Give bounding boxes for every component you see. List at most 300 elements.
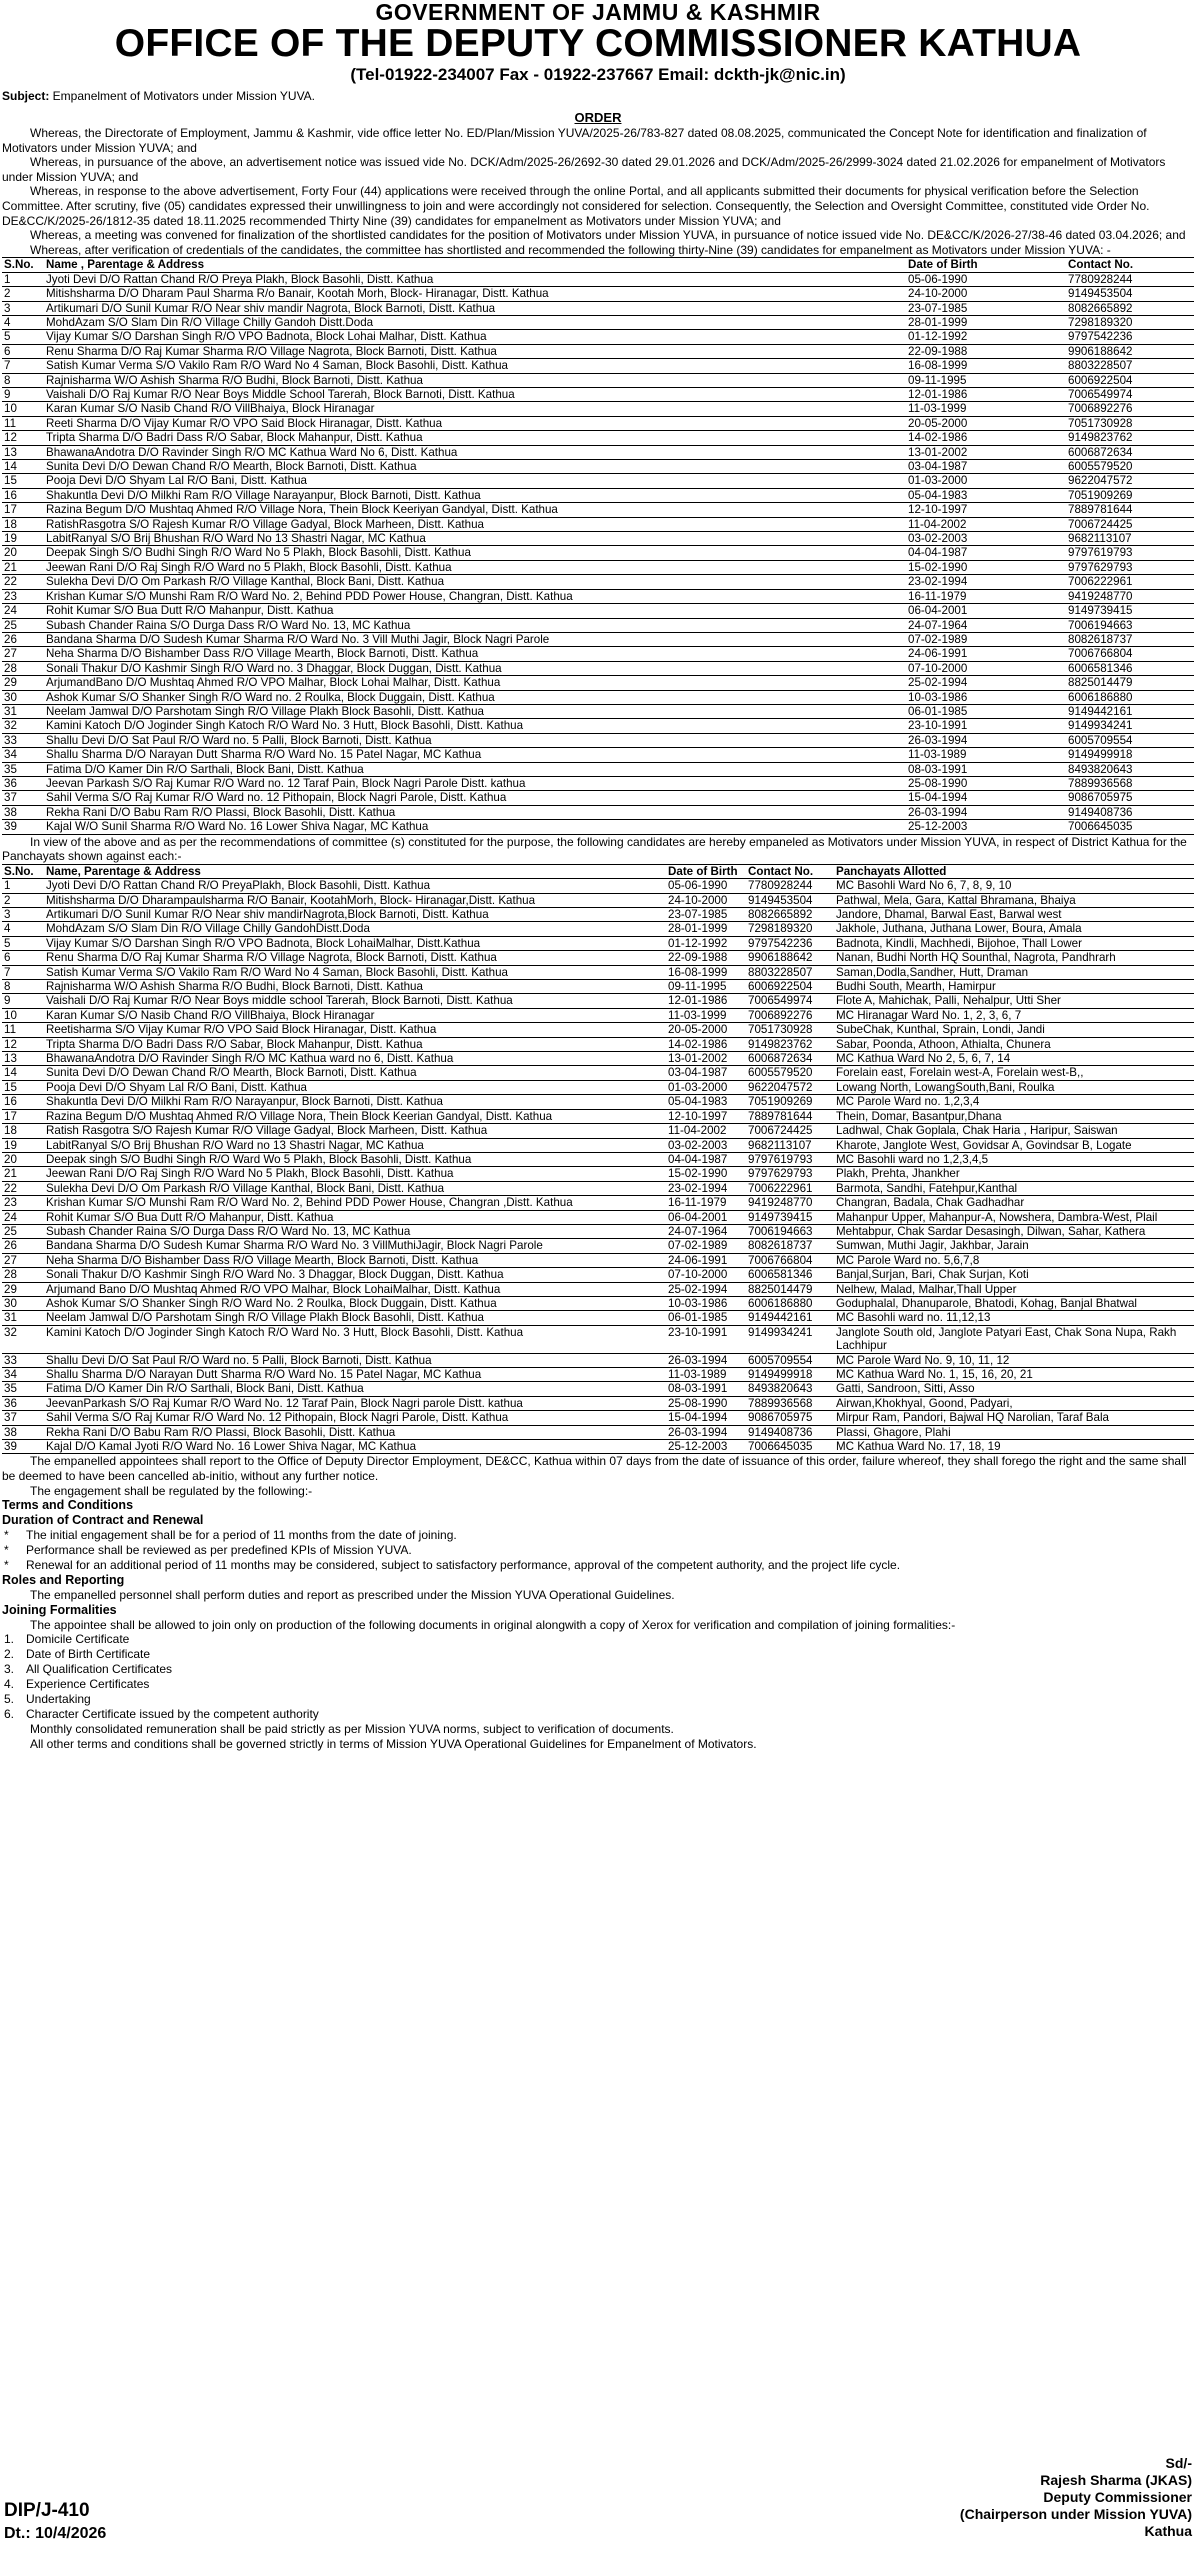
table-row [2,908,1194,922]
table-cell: Kajal D/O Kamal Jyoti R/O Ward No. 16 Lower Shiva Nagar, MC Kathua [44,1440,666,1454]
table-cell: 7006194663 [746,1224,834,1238]
table-row [2,359,1194,373]
table-cell: MC Parole Ward no. 1,2,3,4 [834,1095,1194,1109]
table-cell: 8825014479 [746,1282,834,1296]
table-cell: 15 [2,1080,44,1094]
bullet-mark: * [4,1543,9,1558]
table-cell: Arjumand Bano D/O Mushtaq Ahmed R/O VPO Malhar, Block LohaiMalhar, Distt. Kathua [44,1282,666,1296]
joining-item [2,1692,1194,1707]
table-header-cell: Date of Birth [906,258,1066,272]
table-row [2,532,1194,546]
joining-item-number: 4. [4,1677,15,1692]
table-cell: 22 [2,575,44,589]
table-cell: 9906188642 [746,951,834,965]
table-cell: 5 [2,330,44,344]
table-cell: Tripta Sharma D/O Badri Dass R/O Sabar, Block Mahanpur, Distt. Kathua [44,431,906,445]
table-header-row [2,258,1194,272]
table-cell: MC Kathua Ward No. 17, 18, 19 [834,1440,1194,1454]
table-cell: Sabar, Poonda, Athoon, Athialta, Chunera [834,1037,1194,1051]
order-title: ORDER [574,110,622,125]
table-cell: 8082618737 [1066,632,1194,646]
table-cell: 27 [2,1253,44,1267]
table-cell: 23 [2,589,44,603]
table-cell: 9086705975 [746,1411,834,1425]
table-row [2,1353,1194,1367]
table-cell: Nanan, Budhi North HQ Sounthal, Nagrota, Pandhrarh [834,951,1194,965]
table-cell: 7051909269 [746,1095,834,1109]
preamble [2,126,1194,257]
table-cell: Nelhew, Malad, Malhar,Thall Upper [834,1282,1194,1296]
table-cell: Renu Sharma D/O Raj Kumar Sharma R/O Village Nagrota, Block Barnoti, Distt. Kathua [44,344,906,358]
table-cell: 35 [2,762,44,776]
table-cell: JeevanParkash S/O Raj Kumar R/O Ward No. 12 Taraf Pain, Block Nagri parole Distt. kathua [44,1396,666,1410]
table-cell: 9149408736 [746,1425,834,1439]
table-cell: 9797629793 [1066,560,1194,574]
table-cell: 12-10-1997 [666,1109,746,1123]
table-cell: 37 [2,791,44,805]
table-cell: 24-06-1991 [906,647,1066,661]
table-cell: 29 [2,1282,44,1296]
table-cell: 8082618737 [746,1239,834,1253]
table-cell: Pathwal, Mela, Gara, Kattal Bhramana, Bhaiya [834,893,1194,907]
table-row [2,1440,1194,1454]
table-cell: Forelain east, Forelain west-A, Forelain west-B,, [834,1066,1194,1080]
table-cell: Sunita Devi D/O Dewan Chand R/O Mearth, Block Barnoti, Distt. Kathua [44,1066,666,1080]
table-row [2,272,1194,286]
table-cell: Jyoti Devi D/O Rattan Chand R/O PreyaPlakh, Block Basohli, Distt. Kathua [44,879,666,893]
table-cell: 31 [2,1311,44,1325]
table-cell: 7006724425 [746,1124,834,1138]
dip-number: DIP/J-410 [4,2500,90,2521]
table-cell: 25-08-1990 [666,1396,746,1410]
table-cell: 06-04-2001 [666,1210,746,1224]
table-cell: 9086705975 [1066,791,1194,805]
table-cell: 1 [2,272,44,286]
table-row [2,1181,1194,1195]
table-cell: Lowang North, LowangSouth,Bani, Roulka [834,1080,1194,1094]
table-cell: Bandana Sharma D/O Sudesh Kumar Sharma R/O Ward No. 3 Vill Muthi Jagir, Block Nagri Parole [44,632,906,646]
table-row [2,1268,1194,1282]
table-cell: RatishRasgotra S/O Rajesh Kumar R/O Village Gadyal, Block Marheen, Distt. Kathua [44,517,906,531]
table-cell: 9149453504 [746,893,834,907]
joining-item-number: 3. [4,1662,15,1677]
table-row [2,1296,1194,1310]
table-row [2,1080,1194,1094]
table-cell: 9149499918 [746,1368,834,1382]
table-cell: 7006645035 [746,1440,834,1454]
table-cell: 6006922504 [746,980,834,994]
table-row [2,704,1194,718]
table-cell: 38 [2,805,44,819]
table-cell: MC Basohli ward no 1,2,3,4,5 [834,1152,1194,1166]
table-cell: Mitishsharma D/O Dharam Paul Sharma R/o Banair, Kootah Morh, Block- Hiranagar, Distt. Kathua [44,287,906,301]
table-row [2,1368,1194,1382]
table-cell: Thein, Domar, Basantpur,Dhana [834,1109,1194,1123]
table-row [2,1095,1194,1109]
table-cell: Karan Kumar S/O Nasib Chand R/O VillBhaiya, Block Hiranagar [44,402,906,416]
table-cell: 9149739415 [1066,604,1194,618]
table-cell: 8082665892 [746,908,834,922]
table-cell: Janglote South old, Janglote Patyari East, Chak Sona Nupa, Rakh Lachhipur [834,1325,1194,1353]
table-cell: 7006892276 [1066,402,1194,416]
table-cell: MC Parole Ward no. 5,6,7,8 [834,1253,1194,1267]
table-cell: MC Basohli Ward No 6, 7, 8, 9, 10 [834,879,1194,893]
table-cell: 12-01-1986 [906,388,1066,402]
table-cell: 6006186880 [1066,690,1194,704]
table-cell: MC Hiranagar Ward No. 1, 2, 3, 6, 7 [834,1008,1194,1022]
table-row [2,1382,1194,1396]
table-cell: 01-03-2000 [666,1080,746,1094]
table-cell: 34 [2,1368,44,1382]
table-cell: 30 [2,690,44,704]
table-cell: 28-01-1999 [666,922,746,936]
allotment-table-wrap [2,864,1194,1455]
table-cell: Kamini Katoch D/O Joginder Singh Katoch R/O Ward No. 3 Hutt, Block Basohli, Distt. Kathua [44,1325,666,1353]
table-row [2,301,1194,315]
table-row [2,994,1194,1008]
table-row [2,1023,1194,1037]
table-cell: 7006549974 [1066,388,1194,402]
table-row [2,980,1194,994]
table-row [2,402,1194,416]
table-cell: 9622047572 [746,1080,834,1094]
bullet-mark: * [4,1528,9,1543]
table-row [2,460,1194,474]
table-cell: Shakuntla Devi D/O Milkhi Ram R/O Village Narayanpur, Block Barnoti, Distt. Kathua [44,488,906,502]
table-header-cell: Contact No. [746,865,834,879]
table-cell: 7006549974 [746,994,834,1008]
table-cell: 7006645035 [1066,820,1194,834]
table-cell: 11 [2,1023,44,1037]
table-row [2,1196,1194,1210]
table-cell: Vijay Kumar S/O Darshan Singh R/O VPO Badnota, Block Lohai Malhar, Distt. Kathua [44,330,906,344]
table-cell: 05-04-1983 [666,1095,746,1109]
table-cell: 04-04-1987 [666,1152,746,1166]
table-cell: LabitRanyal S/O Brij Bhushan R/O Ward No 13 Shastri Nagar, MC Kathua [44,532,906,546]
table-cell: Vaishali D/O Raj Kumar R/O Near Boys middle school Tarerah, Block Barnoti, Distt. Kathua [44,994,666,1008]
table-cell: Jyoti Devi D/O Rattan Chand R/O Preya Plakh, Block Basohli, Distt. Kathua [44,272,906,286]
table-cell: 21 [2,560,44,574]
joining-text: The appointee shall be allowed to join only on production of the following documents in original alongwith a copy of Xerox for verification and compilation of joining formalities:- [30,1617,956,1632]
table-cell: Tripta Sharma D/O Badri Dass R/O Sabar, Block Mahanpur, Distt. Kathua [44,1037,666,1051]
table-cell: 17 [2,503,44,517]
table-row [2,1109,1194,1123]
table-row [2,431,1194,445]
table-cell: 7051730928 [746,1023,834,1037]
table-row [2,373,1194,387]
table-cell: 25 [2,1224,44,1238]
table-cell: 16 [2,1095,44,1109]
table-cell: 16-08-1999 [666,965,746,979]
table-cell: 6006186880 [746,1296,834,1310]
table-row [2,965,1194,979]
table-cell: 12-01-1986 [666,994,746,1008]
table-cell: 8493820643 [1066,762,1194,776]
table-row [2,445,1194,459]
table-cell: Ratish Rasgotra S/O Rajesh Kumar R/O Village Gadyal, Block Marheen, Distt. Kathua [44,1124,666,1138]
table-cell: 9 [2,994,44,1008]
table-header-cell: Name , Parentage & Address [44,258,906,272]
table-row [2,344,1194,358]
table-cell: Reetisharma S/O Vijay Kumar R/O VPO Said Block Hiranagar, Distt. Kathua [44,1023,666,1037]
table-cell: 9797619793 [746,1152,834,1166]
table-cell: Ashok Kumar S/O Shanker Singh R/O Ward No. 2 Roulka, Block Duggain, Distt. Kathua [44,1296,666,1310]
table-cell: 23-10-1991 [906,719,1066,733]
table-cell: 6005579520 [1066,460,1194,474]
table-cell: 09-11-1995 [906,373,1066,387]
table-cell: Rekha Rani D/O Babu Ram R/O Plassi, Block Basohli, Distt. Kathua [44,805,906,819]
duration-item [2,1543,1194,1558]
table-cell: 33 [2,1353,44,1367]
table-cell: MC Kathua Ward No. 1, 15, 16, 20, 21 [834,1368,1194,1382]
table-cell: 12 [2,1037,44,1051]
table-cell: Badnota, Kindli, Machhedi, Bijohoe, Thall Lower [834,936,1194,950]
table-cell: Renu Sharma D/O Raj Kumar Sharma R/O Village Nagrota, Block Barnoti, Distt. Kathua [44,951,666,965]
subject-text: Empanelment of Motivators under Mission YUVA. [49,89,316,103]
table-cell: Banjal,Surjan, Bari, Chak Surjan, Koti [834,1268,1194,1282]
table-header-cell: Contact No. [1066,258,1194,272]
table-cell: 6005709554 [1066,733,1194,747]
table-cell: 07-02-1989 [906,632,1066,646]
table-cell: 7006766804 [746,1253,834,1267]
table-header-row [2,865,1194,879]
closing-para: All other terms and conditions shall be governed strictly in terms of Mission YUVA Operational Guidelines for Empanelment of Motivators. [30,1737,757,1751]
table-cell: 14 [2,460,44,474]
table-cell: 7006194663 [1066,618,1194,632]
closing-para: Monthly consolidated remuneration shall be paid strictly as per Mission YUVA norms, subject to verification of documents. [30,1722,674,1737]
table-cell: MC Parole Ward No. 9, 10, 11, 12 [834,1353,1194,1367]
table-cell: 7780928244 [1066,272,1194,286]
table-cell: 11 [2,416,44,430]
table-cell: 05-06-1990 [906,272,1066,286]
table-cell: Neelam Jamwal D/O Parshotam Singh R/O Village Plakh Block Basohli, Distt. Kathua [44,1311,666,1325]
table-cell: 9797629793 [746,1167,834,1181]
table-cell: 15-04-1994 [666,1411,746,1425]
table-row [2,1052,1194,1066]
table-cell: 38 [2,1425,44,1439]
table-row [2,474,1194,488]
table-row [2,1239,1194,1253]
table-row [2,676,1194,690]
table-cell: Shallu Devi D/O Sat Paul R/O Ward no. 5 Palli, Block Barnoti, Distt. Kathua [44,1353,666,1367]
table-cell: Sonali Thakur D/O Kashmir Singh R/O Ward no. 3 Dhaggar, Block Duggan, Distt. Kathua [44,661,906,675]
joining-item [2,1707,1194,1722]
joining-item-text: Date of Birth Certificate [26,1647,151,1662]
table-cell: 39 [2,1440,44,1454]
table-row [2,1066,1194,1080]
table-row [2,690,1194,704]
table-cell: Barmota, Sandhi, Fatehpur,Kanthal [834,1181,1194,1195]
table-cell: 9797619793 [1066,546,1194,560]
table-row [2,287,1194,301]
table-cell: Jakhole, Juthana, Juthana Lower, Boura, Amala [834,922,1194,936]
table-cell: 7006766804 [1066,647,1194,661]
joining-item-text: Undertaking [26,1692,91,1707]
table-cell: Ashok Kumar S/O Shanker Singh R/O Ward no. 2 Roulka, Block Duggain, Distt. Kathua [44,690,906,704]
joining-item [2,1632,1194,1647]
table-cell: Fatima D/O Kamer Din R/O Sarthali, Block Bani, Distt. Kathua [44,762,906,776]
table-cell: Reeti Sharma D/O Vijay Kumar R/O VPO Said Block Hiranagar, Distt. Kathua [44,416,906,430]
table-cell: Karan Kumar S/O Nasib Chand R/O VillBhaiya, Block Hiranagar [44,1008,666,1022]
table-cell: Jeevan Parkash S/O Raj Kumar R/O Ward no. 12 Taraf Pain, Block Nagri Parole Distt. kathua [44,776,906,790]
table-cell: 10 [2,402,44,416]
table-cell: 9906188642 [1066,344,1194,358]
table-cell: 30 [2,1296,44,1310]
table-cell: 9149823762 [746,1037,834,1051]
table-row [2,1396,1194,1410]
table-cell: 11-04-2002 [906,517,1066,531]
table-cell: 06-01-1985 [906,704,1066,718]
reporting-para: The empanelled appointees shall report to the Office of Deputy Director Employment, DE&CC, Kathua within 07 days from the date of issuance of this order, failure whereof, they shall forego the right and the same shall be deemed to have been cancelled ab-initio, without any further notice. [2,1454,1187,1484]
table-cell: 7 [2,359,44,373]
table-row [2,1224,1194,1238]
table-row [2,791,1194,805]
table-cell: 15-02-1990 [906,560,1066,574]
table-row [2,1152,1194,1166]
table-cell: 3 [2,908,44,922]
table-cell: 25-12-2003 [906,820,1066,834]
table-cell: 05-06-1990 [666,879,746,893]
table-cell: 9149739415 [746,1210,834,1224]
table-cell: 11-04-2002 [666,1124,746,1138]
table-cell: 9682113107 [746,1138,834,1152]
table-cell: 17 [2,1109,44,1123]
table-cell: 13-01-2002 [906,445,1066,459]
table-cell: 06-01-1985 [666,1311,746,1325]
table-cell: 35 [2,1382,44,1396]
table-cell: Fatima D/O Kamer Din R/O Sarthali, Block Bani, Distt. Kathua [44,1382,666,1396]
table-cell: 7780928244 [746,879,834,893]
table-cell: Mehtabpur, Chak Sardar Desasingh, Dilwan, Sahar, Kathera [834,1224,1194,1238]
table-cell: Sulekha Devi D/O Om Parkash R/O Village Kanthal, Block Bani, Distt. Kathua [44,1181,666,1195]
table-cell: 7889781644 [746,1109,834,1123]
table-row [2,1425,1194,1439]
table-cell: 9149442161 [746,1311,834,1325]
table-cell: Plakh, Prehta, Jhankher [834,1167,1194,1181]
table-cell: Satish Kumar Verma S/O Vakilo Ram R/O Ward No 4 Saman, Block Basohli, Distt. Kathua [44,965,666,979]
table-cell: 4 [2,922,44,936]
table-cell: 7889936568 [746,1396,834,1410]
table-cell: Flote A, Mahichak, Palli, Nehalpur, Utti Sher [834,994,1194,1008]
table-cell: 6006581346 [746,1268,834,1282]
table-cell: 12-10-1997 [906,503,1066,517]
table-cell: 9797542236 [746,936,834,950]
duration-title: Duration of Contract and Renewal [2,1513,204,1528]
duration-list [2,1528,1194,1573]
table-cell: Sunita Devi D/O Dewan Chand R/O Mearth, Block Barnoti, Distt. Kathua [44,460,906,474]
table-cell: 03-02-2003 [906,532,1066,546]
table-cell: 16-08-1999 [906,359,1066,373]
table-cell: Pooja Devi D/O Shyam Lal R/O Bani, Distt. Kathua [44,1080,666,1094]
table-row [2,604,1194,618]
table-cell: 9419248770 [746,1196,834,1210]
table-cell: 23 [2,1196,44,1210]
table-cell: Kharote, Janglote West, Govidsar A, Govindsar B, Logate [834,1138,1194,1152]
table-cell: Kamini Katoch D/O Joginder Singh Katoch R/O Ward No. 3 Hutt, Block Basohli, Distt. Kathua [44,719,906,733]
table-cell: 25 [2,618,44,632]
table-cell: 01-12-1992 [906,330,1066,344]
duration-item-text: Performance shall be reviewed as per predefined KPIs of Mission YUVA. [26,1543,412,1558]
table-cell: 9419248770 [1066,589,1194,603]
table-row [2,416,1194,430]
table-cell: 6006581346 [1066,661,1194,675]
table-cell: 16-11-1979 [906,589,1066,603]
table-cell: Mahanpur Upper, Mahanpur-A, Nowshera, Dambra-West, Plail [834,1210,1194,1224]
table-row [2,315,1194,329]
table-cell: 20-05-2000 [906,416,1066,430]
table-cell: 7006892276 [746,1008,834,1022]
table-cell: 2 [2,893,44,907]
table-cell: 6 [2,344,44,358]
table-cell: 15-02-1990 [666,1167,746,1181]
table-cell: 7051909269 [1066,488,1194,502]
table-cell: Mitishsharma D/O Dharampaulsharma R/O Banair, KootahMorh, Block- Hiranagar,Distt. Kathua [44,893,666,907]
table-cell: Vaishali D/O Raj Kumar R/O Near Boys Middle School Tarerah, Block Barnoti, Distt. Kathua [44,388,906,402]
joining-item-text: Experience Certificates [26,1677,150,1692]
table-cell: 14 [2,1066,44,1080]
table-cell: 01-12-1992 [666,936,746,950]
table-cell: 13-01-2002 [666,1052,746,1066]
table-cell: 22-09-1988 [906,344,1066,358]
joining-title: Joining Formalities [2,1602,117,1617]
table-cell: Neelam Jamwal D/O Parshotam Singh R/O Village Plakh Block Basohli, Distt. Kathua [44,704,906,718]
table-cell: 15-04-1994 [906,791,1066,805]
table-cell: 03-02-2003 [666,1138,746,1152]
table-row [2,1311,1194,1325]
allotment-table [2,865,1194,1455]
table-cell: 1 [2,879,44,893]
table-row [2,922,1194,936]
table-cell: 32 [2,719,44,733]
joining-item [2,1647,1194,1662]
table-cell: 24-06-1991 [666,1253,746,1267]
table-cell: 28 [2,661,44,675]
table-header-cell: Name, Parentage & Address [44,865,666,879]
table-cell: Shallu Sharma D/O Narayan Dutt Sharma R/O Ward No. 15 Patel Nagar, MC Kathua [44,748,906,762]
joining-item [2,1662,1194,1677]
table-cell: 8803228507 [746,965,834,979]
table-row [2,719,1194,733]
table-cell: Rohit Kumar S/O Bua Dutt R/O Mahanpur, Distt. Kathua [44,604,906,618]
table-cell: 15 [2,474,44,488]
table-row [2,733,1194,747]
joining-item-number: 1. [4,1632,15,1647]
table-row [2,879,1194,893]
table-cell: 13 [2,445,44,459]
subject-line [2,89,1194,104]
dip-date: Dt.: 10/4/2026 [4,2525,107,2542]
table-cell: 9149408736 [1066,805,1194,819]
table-row [2,1253,1194,1267]
candidates-table [2,258,1194,834]
table-cell: 11-03-1999 [906,402,1066,416]
table-cell: 8825014479 [1066,676,1194,690]
table-cell: 07-02-1989 [666,1239,746,1253]
table-cell: 36 [2,776,44,790]
table-cell: Deepak singh S/O Budhi Singh R/O Ward Wo 5 Plakh, Block Basohli, Distt. Kathua [44,1152,666,1166]
table-cell: 7 [2,965,44,979]
table-cell: Vijay Kumar S/O Darshan Singh R/O VPO Badnota, Block LohaiMalhar, Distt.Kathua [44,936,666,950]
table-row [2,776,1194,790]
table-cell: 9149823762 [1066,431,1194,445]
table-cell: 23-02-1994 [906,575,1066,589]
signature-sd: Sd/- [1165,2455,1192,2471]
table-cell: 19 [2,532,44,546]
joining-item-text: Domicile Certificate [26,1632,130,1647]
table-row [2,936,1194,950]
table-cell: 8493820643 [746,1382,834,1396]
joining-item-text: All Qualification Certificates [26,1662,173,1677]
